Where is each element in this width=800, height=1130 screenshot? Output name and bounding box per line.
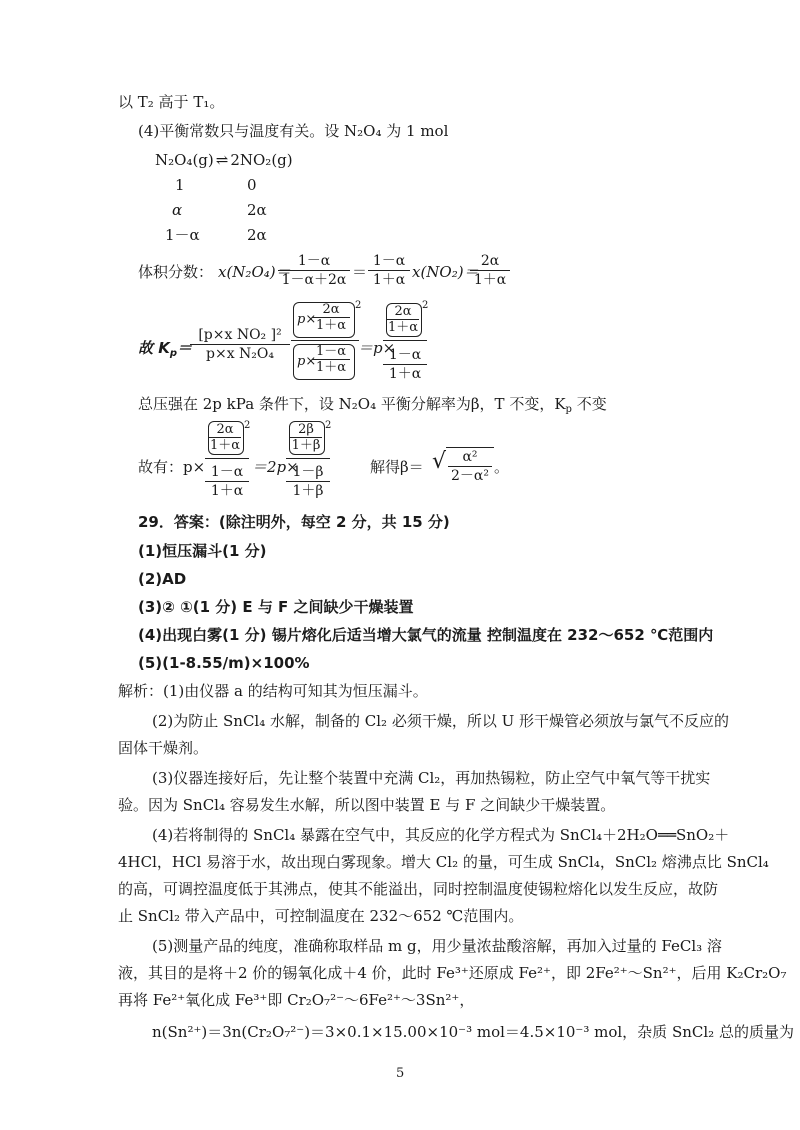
denominator: 1＋β [291, 438, 321, 453]
fraction [286, 463, 330, 500]
numerator: 2α [312, 302, 350, 318]
label: 体积分数： [138, 263, 214, 281]
numerator: 1－β [286, 463, 330, 482]
fraction [209, 422, 241, 453]
fraction-bar [383, 340, 427, 341]
fraction [470, 252, 510, 289]
exponent: 2 [422, 300, 429, 311]
equilibrium-arrow: ⇌ [215, 151, 229, 169]
text-line: 解析：(1)由仪器 a 的结构可知其为恒压漏斗。 [118, 682, 428, 700]
numerator: 2α [470, 252, 510, 271]
denominator: 1＋α [315, 360, 347, 375]
numerator: 1－α [383, 346, 427, 365]
formula: 解得β＝ [370, 458, 424, 476]
formula: ＝p× [358, 339, 396, 357]
formula: 故有：p× [138, 458, 206, 476]
numerator: 1－α [278, 252, 350, 271]
numerator: 2α [209, 422, 241, 438]
denominator: 1＋α [387, 320, 419, 335]
exponent: 2 [244, 420, 251, 431]
answer-line: (1)恒压漏斗(1 分) [138, 542, 267, 560]
denominator: 1＋α [473, 272, 507, 288]
equals: ＝ [352, 263, 368, 281]
text-line: (5)测量产品的纯度，准确称取样品 m g，用少量浓盐酸溶解，再加入过量的 FeCl₃ 溶 [152, 937, 722, 955]
denominator: 2－α² [451, 468, 489, 484]
numerator: 1－α [205, 463, 249, 482]
fraction [278, 252, 350, 289]
kp-label: 故 $K_p=$ [138, 339, 193, 359]
fraction [387, 304, 419, 335]
exponent: 2 [355, 300, 362, 311]
numerator: 1－α [312, 344, 350, 360]
formula: x(NO₂)＝ [412, 263, 479, 281]
text-line: 液，其目的是将＋2 价的锡氧化成＋4 价，此时 Fe³⁺还原成 Fe²⁺，即 2Fe²⁺～Sn²⁺，后用 K₂Cr₂O₇ [118, 964, 787, 982]
exponent: 2 [325, 420, 332, 431]
answer-line: (5)(1-8.55/m)×100% [138, 654, 310, 672]
fraction-bar [291, 340, 359, 341]
table-cell: 1 [175, 176, 185, 194]
fraction [205, 463, 249, 500]
fraction [290, 422, 322, 453]
numerator: 2α [387, 304, 419, 320]
text-line: (2)为防止 SnCl₄ 水解，制备的 Cl₂ 必须干燥，所以 U 形干燥管必须放与氯气不反应的 [152, 712, 730, 730]
text-line: (4)若将制得的 SnCl₄ 暴露在空气中，其反应的化学方程式为 SnCl₄＋2H₂O══SnO₂＋ [152, 826, 730, 844]
page-number: 5 [396, 1066, 405, 1081]
fraction [190, 326, 290, 363]
fraction-bar [205, 458, 249, 459]
table-cell: 0 [247, 176, 257, 194]
equation [155, 150, 293, 170]
text-line: n(Sn²⁺)＝3n(Cr₂O₇²⁻)＝3×0.1×15.00×10⁻³ mol＝4.5×10⁻³ mol，杂质 SnCl₂ 总的质量为 [152, 1023, 794, 1041]
numerator: [p×x NO₂ ]² [190, 326, 290, 345]
formula: p× [297, 312, 317, 327]
denominator: 1＋α [315, 318, 347, 333]
formula: p× [297, 354, 317, 369]
text-line: 的高，可调控温度低于其沸点，使其不能溢出，同时控制温度使锡粒熔化以发生反应，故防 [118, 880, 719, 898]
table-cell: 2α [247, 226, 267, 244]
equation-right: 2NO₂(g) [230, 151, 293, 169]
denominator: 1－α＋2α [281, 272, 347, 288]
answer-line: (2)AD [138, 570, 187, 588]
fraction [368, 252, 410, 289]
text-line: 固体干燥剂。 [118, 739, 209, 757]
text-line: 4HCl，HCl 易溶于水，故出现白雾现象。增大 Cl₂ 的量，可生成 SnCl₄，SnCl₂ 熔沸点比 SnCl₄ [118, 853, 769, 871]
denominator: 1＋α [388, 366, 422, 382]
period: 。 [494, 458, 510, 476]
equation-left: N₂O₄(g) [155, 151, 214, 169]
numerator: α² [448, 448, 492, 467]
denominator: 1＋β [292, 483, 324, 499]
text-line: 再将 Fe²⁺氧化成 Fe³⁺即 Cr₂O₇²⁻～6Fe²⁺～3Sn²⁺， [118, 991, 475, 1009]
numerator: 1－α [368, 252, 410, 271]
text-line: 以 T₂ 高于 T₁。 [118, 93, 225, 111]
answer-line: (3)② ①(1 分) E 与 F 之间缺少干燥装置 [138, 598, 414, 616]
table-cell: α [172, 201, 183, 219]
denominator: 1＋α [372, 272, 406, 288]
text-line: 止 SnCl₂ 带入产品中，可控制温度在 232～652 ℃范围内。 [118, 907, 524, 925]
denominator: 1＋α [210, 483, 244, 499]
sqrt-sign: √ [432, 449, 447, 474]
denominator: 1＋α [209, 438, 241, 453]
answer-line: (4)出现白雾(1 分) 锡片熔化后适当增大氯气的流量 控制温度在 232～652 ℃范围内 [138, 626, 714, 644]
text-line: (3)仪器连接好后，先让整个装置中充满 Cl₂，再加热锡粒，防止空气中氧气等干扰实 [152, 769, 711, 787]
question-header: 29．答案：(除注明外，每空 2 分，共 15 分) [138, 513, 450, 531]
denominator: p×x N₂O₄ [206, 346, 274, 362]
numerator: 2β [290, 422, 322, 438]
fraction [312, 302, 350, 333]
table-cell: 1－α [165, 226, 200, 244]
text-line: 总压强在 2p kPa 条件下，设 N₂O₄ 平衡分解率为β，T 不变，$K_p$ 不变 [138, 395, 607, 415]
fraction-bar [286, 458, 330, 459]
fraction [312, 344, 350, 375]
text-line: (4)平衡常数只与温度有关。设 N₂O₄ 为 1 mol [138, 122, 449, 140]
formula: x(N₂O₄)＝ [218, 263, 291, 281]
fraction [383, 346, 427, 383]
text-line: 验。因为 SnCl₄ 容易发生水解，所以图中装置 E 与 F 之间缺少干燥装置。 [118, 796, 616, 814]
table-cell: 2α [247, 201, 267, 219]
fraction [448, 448, 492, 485]
formula: ＝2p× [252, 458, 299, 476]
